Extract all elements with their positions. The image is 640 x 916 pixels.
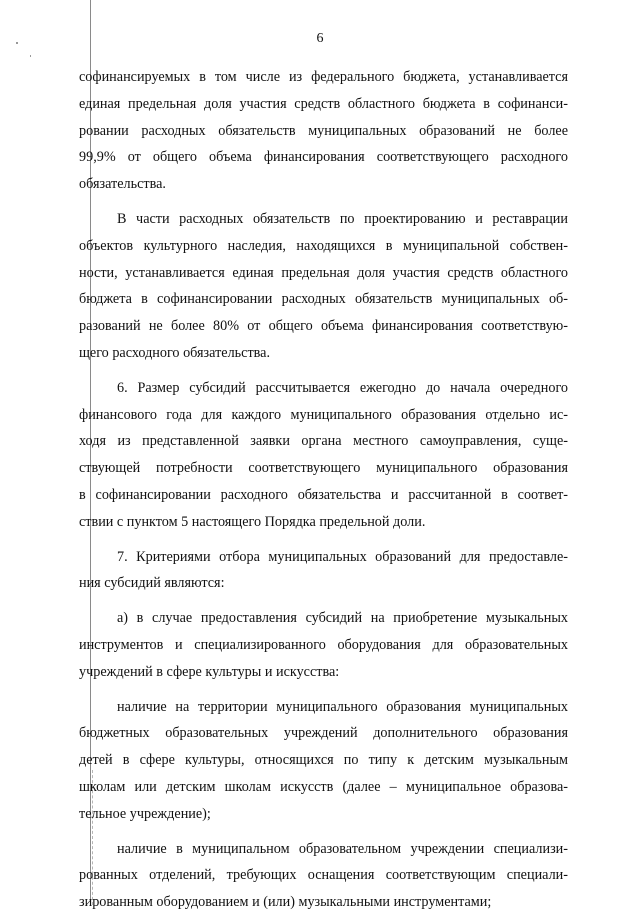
text-line: финансового года для каждого муниципального образования отдельно ис-	[79, 406, 568, 423]
paragraph	[79, 206, 568, 367]
text-line: наличие в муниципальном образовательном учреждении специализи-	[117, 840, 568, 857]
text-line: бюджетных образовательных учреждений дополнительного образования	[79, 725, 568, 742]
text-line: ровании расходных обязательств муниципальных образований не более	[79, 122, 568, 139]
paragraph	[79, 544, 568, 598]
text-line: ния субсидий являются:	[79, 575, 225, 592]
text-line: зированным оборудованием и (или) музыкальными инструментами;	[79, 894, 492, 911]
text-line: 99,9% от общего объема финансирования соответствующего расходного	[79, 149, 568, 166]
text-line: учреждений в сфере культуры и искусства:	[79, 663, 340, 680]
text-line: 7. Критериями отбора муниципальных образований для предоставле-	[117, 548, 568, 565]
paragraph	[79, 836, 568, 916]
text-line: бюджета в софинансировании расходных обязательств муниципальных об-	[79, 291, 568, 308]
body-text	[79, 64, 568, 916]
text-line: тельное учреждение);	[79, 805, 211, 822]
text-line: 6. Размер субсидий рассчитывается ежегодно до начала очередного	[117, 379, 568, 396]
text-line: а) в случае предоставления субсидий на приобретение музыкальных	[117, 610, 568, 627]
paragraph	[79, 694, 568, 828]
paragraph	[79, 605, 568, 685]
text-line: наличие на территории муниципального образования муниципальных	[117, 698, 568, 715]
text-line: щего расходного обязательства.	[79, 344, 270, 361]
text-line: инструментов и специализированного оборудования для образовательных	[79, 636, 568, 653]
text-line: ствии с пунктом 5 настоящего Порядка предельной доли.	[79, 513, 426, 530]
page-number: 6	[316, 31, 324, 46]
text-line: ности, устанавливается единая предельная доля участия средств областного	[79, 264, 568, 281]
text-line: обязательства.	[79, 176, 166, 193]
text-line: школам или детским школам искусств (далее – муниципальное образова-	[79, 778, 568, 795]
text-line: единая предельная доля участия средств областного бюджета в софинанси-	[79, 95, 568, 112]
text-line: объектов культурного наследия, находящихся в муниципальной собствен-	[79, 237, 568, 254]
text-line: В части расходных обязательств по проектированию и реставрации	[117, 210, 568, 227]
text-line: рованных отделений, требующих оснащения соответствующим специали-	[79, 867, 568, 884]
paragraph	[79, 64, 568, 198]
text-line: в софинансировании расходного обязательства и рассчитанной в соответ-	[79, 486, 568, 503]
scan-speck	[30, 55, 31, 57]
text-line: ходя из представленной заявки органа местного самоуправления, суще-	[79, 433, 568, 450]
text-line: ствующей потребности соответствующего муниципального образования	[79, 460, 568, 477]
text-line: разований не более 80% от общего объема финансирования соответствую-	[79, 318, 568, 335]
paragraph	[79, 375, 568, 536]
text-line: софинансируемых в том числе из федерального бюджета, устанавливается	[79, 69, 568, 85]
text-line: детей в сфере культуры, относящихся по типу к детским музыкальным	[79, 752, 568, 769]
